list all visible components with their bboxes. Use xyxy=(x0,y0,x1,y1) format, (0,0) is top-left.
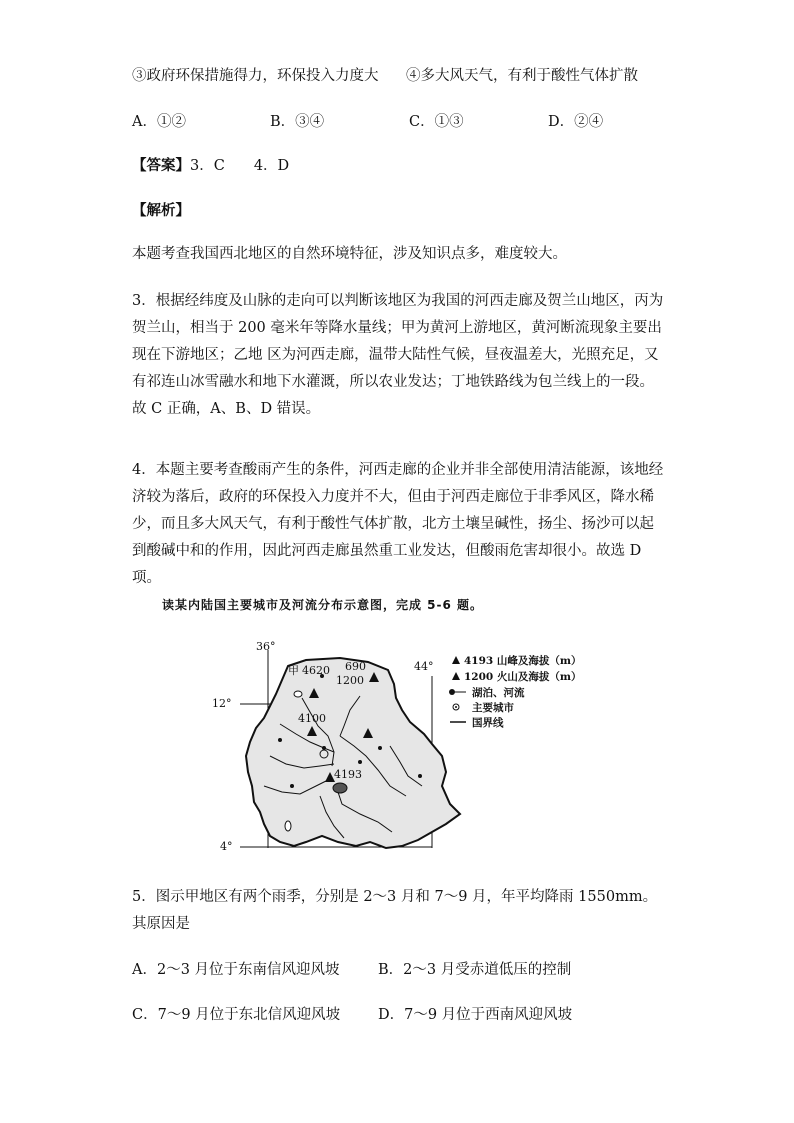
analysis-label: 【解析】 xyxy=(132,202,190,219)
lat-4-label: 4° xyxy=(220,840,233,853)
lake-north xyxy=(294,691,302,697)
city-dot xyxy=(290,784,294,788)
lake-south xyxy=(333,783,347,793)
option-3-and-4-line xyxy=(132,66,638,86)
answer-choice-d: D．②④ xyxy=(548,114,604,130)
legend-peak-text: 4193 山峰及海拔（m） xyxy=(464,655,582,667)
city-dot xyxy=(358,760,362,764)
answer-choice-c: C．①③ xyxy=(409,114,464,130)
explanation-question-3: 3．根据经纬度及山脉的走向可以判断该地区为我国的河西走廊及贺兰山地区，丙为贺兰山，相当于 200 毫米年等降水量线；甲为黄河上游地区，黄河断流现象主要出现在下游地区；乙地 区为河西走廊，温带大陆性气候，昼夜温差大，光照充足，又有祁连山冰雪融水和地下水灌溉，所以农业发达；丁地铁路线为包兰线上的一段。故 C 正确，A、B、D 错误。 xyxy=(132,293,664,417)
question-5-option-c: C．7～9 月位于东北信风迎风坡 xyxy=(132,1007,341,1023)
city-dot xyxy=(378,746,382,750)
question-5-option-d: D．7～9 月位于西南风迎风坡 xyxy=(378,1007,573,1023)
peak-4100-label: 4100 xyxy=(298,712,326,725)
country-map xyxy=(210,636,590,858)
legend-peak-icon xyxy=(452,656,460,664)
legend-lake-river-text: 湖泊、河流 xyxy=(472,687,525,699)
answer-label: 【答案】 xyxy=(132,157,190,174)
peak-4620-label: 4620 xyxy=(302,664,330,677)
map-legend xyxy=(449,654,582,729)
legend-lake-icon xyxy=(449,689,455,695)
lat-12-label: 12° xyxy=(212,697,232,710)
legend-volcano-text: 1200 火山及海拔（m） xyxy=(464,671,582,683)
answer-choice-a: A．①② xyxy=(132,114,186,130)
city-dot xyxy=(418,774,422,778)
lon-44-label: 44° xyxy=(414,660,434,673)
city-dot xyxy=(278,738,282,742)
question-5-option-a: A．2～3 月位于东南信风迎风坡 xyxy=(132,962,340,978)
question-5-option-b: B．2～3 月受赤道低压的控制 xyxy=(378,962,572,978)
city-dot xyxy=(322,746,326,750)
answer-choice-b: B．③④ xyxy=(270,114,325,130)
lake-southwest xyxy=(285,821,291,831)
legend-border-text: 国界线 xyxy=(472,717,504,729)
legend-volcano-icon xyxy=(452,672,460,680)
map-caption: 读某内陆国主要城市及河流分布示意图，完成 5-6 题。 xyxy=(162,598,484,612)
answer-text: 3．C 4．D xyxy=(190,158,290,174)
option-4-text: ④多大风天气，有利于酸性气体扩散 xyxy=(406,68,638,84)
lat-36-label: 36° xyxy=(256,640,276,653)
answer-line xyxy=(132,156,289,176)
analysis-intro: 本题考查我国西北地区的自然环境特征，涉及知识点多，难度较大。 xyxy=(132,246,567,262)
option-3-text: ③政府环保措施得力，环保投入力度大 xyxy=(132,68,379,84)
explanation-question-4: 4．本题主要考查酸雨产生的条件，河西走廊的企业并非全部使用清洁能源，该地经济较为落后，政府的环保投入力度并不大，但由于河西走廊位于非季风区，降水稀少，而且多大风天气，有利于酸性气体扩散，北方土壤呈碱性，扬尘、扬沙可以起到酸碱中和的作用，因此河西走廊虽然重工业发达，但酸雨危害却很小。故选 D 项。 xyxy=(132,462,664,586)
peak-690-label: 690 xyxy=(345,660,366,673)
region-jia-label: 甲 xyxy=(288,664,299,677)
question-5-stem: 5．图示甲地区有两个雨季，分别是 2～3 月和 7～9 月，年平均降雨 1550mm。其原因是 xyxy=(132,889,658,932)
peak-4193-label: 4193 xyxy=(334,768,362,781)
volcano-1200-label: 1200 xyxy=(336,674,364,687)
legend-city-text: 主要城市 xyxy=(472,702,514,714)
